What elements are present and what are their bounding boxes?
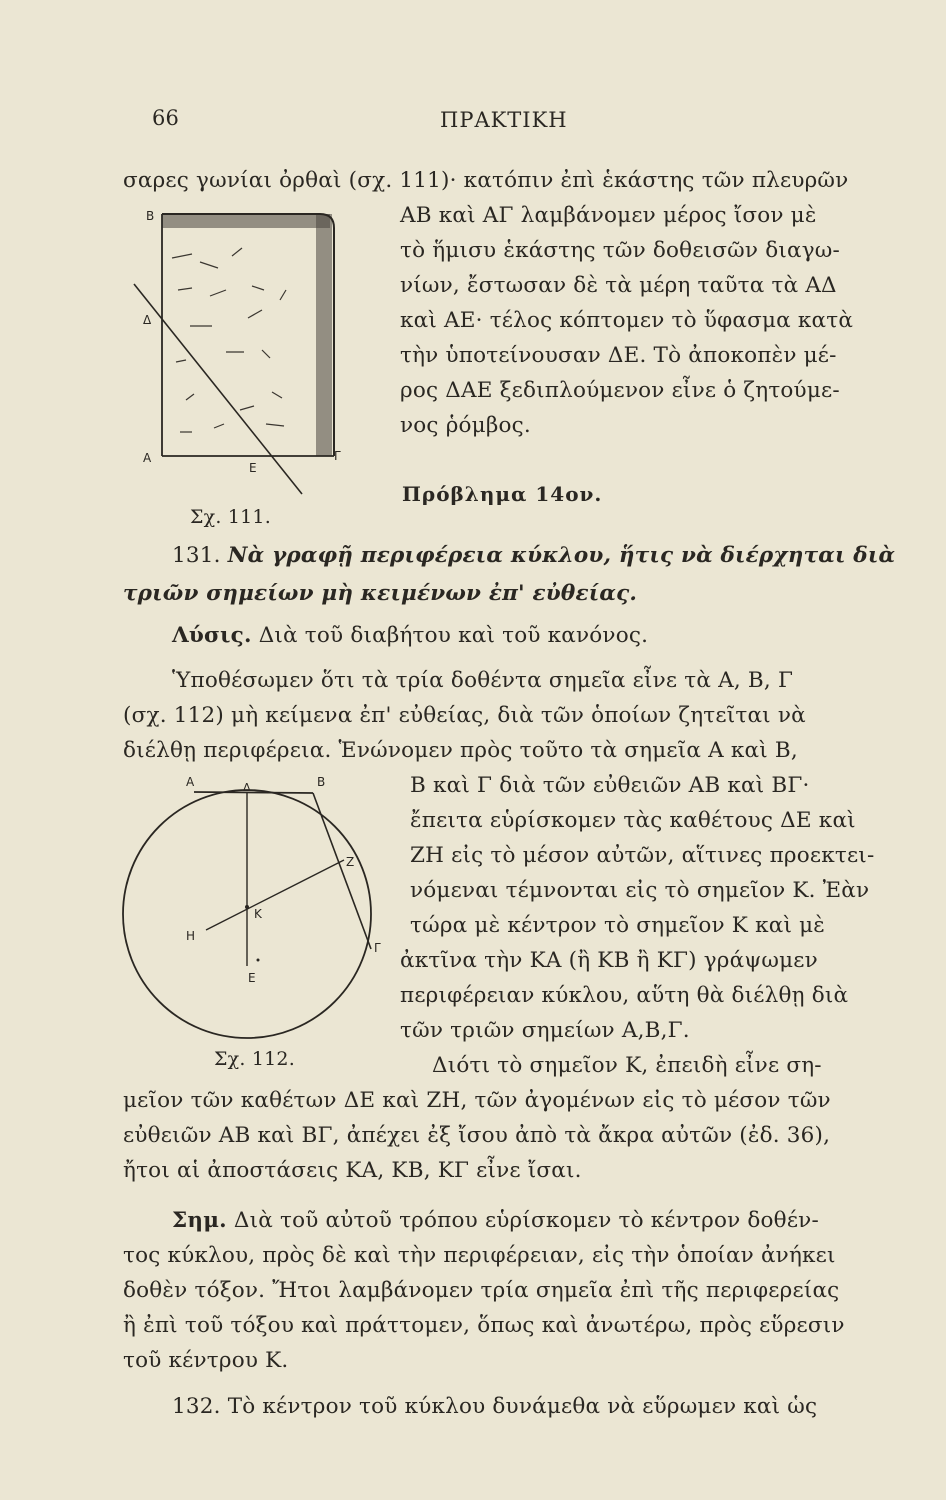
text-line: νος ῥόμβος. [400,413,531,438]
text-line: ΑΒ καὶ ΑΓ λαμβάνομεν μέρος ἴσον μὲ [400,203,817,228]
text-line: ρος ΔΑΕ ξεδιπλούμενον εἶνε ὁ ζητούμε- [400,378,840,403]
solution-label: Λύσις. [172,623,252,648]
text-line: δοθὲν τόξον. Ἤτοι λαμβάνομεν τρία σημεῖα ἐπὶ τῆς περιφερείας [123,1278,840,1303]
label-Gamma: Γ [374,941,381,955]
label-Delta: Δ [243,781,251,794]
label-K: Κ [254,907,262,921]
label-A: Α [186,775,195,789]
running-head: ΠΡΑΚΤΙΚΗ [440,108,568,132]
point-K [245,905,249,909]
text-line: νίων, ἔστωσαν δὲ τὰ μέρη ταῦτα τὰ ΑΔ [400,273,837,298]
label-B: Β [146,209,155,223]
text-line: ἀκτῖνα τὴν ΚΑ (ἢ ΚΒ ἢ ΚΓ) γράψωμεν [400,948,818,973]
note-first-line [172,1210,819,1232]
statement-line: τριῶν σημείων μὴ κειμένων ἐπ' εὐθείας. [123,581,638,606]
label-Z: Ζ [346,855,355,869]
text-line: ΖΗ εἰς τὸ μέσον αὐτῶν, αἵτινες προεκτει- [410,843,875,868]
text-line: ἔπειτα εὑρίσκομεν τὰς καθέτους ΔΕ καὶ [410,808,856,833]
label-H: Η [186,929,196,943]
note-label: Σημ. [172,1208,227,1233]
label-B: Β [317,775,326,789]
chord-AB [194,792,313,793]
label-Gamma: Γ [334,449,341,463]
problem-heading: Πρόβλημα 14ον. [402,482,603,506]
text-line: Β καὶ Γ διὰ τῶν εὐθειῶν ΑΒ καὶ ΒΓ· [410,773,810,798]
text-line: τὴν ὑποτείνουσαν ΔΕ. Τὸ ἀποκοπὲν μέ- [400,343,837,368]
label-Delta: Δ [143,313,152,327]
text-line: διέλθῃ περιφέρεια. Ἑνώνομεν πρὸς τοῦτο τὰ σημεῖα Α καὶ Β, [123,738,798,763]
text-line: ἢ ἐπὶ τοῦ τόξου καὶ πράττομεν, ὅπως καὶ ἀνωτέρω, πρὸς εὕρεσιν [123,1313,845,1338]
text-line: περιφέρειαν κύκλου, αὕτη θὰ διέλθῃ διὰ [400,983,849,1008]
section-132-line: 132. Τὸ κέντρον τοῦ κύκλου δυνάμεθα νὰ εὕρωμεν καὶ ὡς [172,1394,818,1419]
text-line: εὐθειῶν ΑΒ καὶ ΒΓ, ἀπέχει ἐξ ἴσου ἀπὸ τὰ ἄκρα αὐτῶν (ἐδ. 36), [123,1123,831,1148]
text-line: τος κύκλου, πρὸς δὲ καὶ τὴν περιφέρειαν, εἰς τὴν ὁποίαν ἀνήκει [123,1243,836,1268]
text-line: Ὑποθέσωμεν ὅτι τὰ τρία δοθέντα σημεῖα εἶνε τὰ Α, Β, Γ [172,668,794,693]
text-line: Διότι τὸ σημεῖον Κ, ἐπειδὴ εἶνε ση- [432,1053,822,1078]
text-line: (σχ. 112) μὴ κείμενα ἐπ' εὐθείας, διὰ τῶν ὁποίων ζητεῖται νὰ [123,703,806,728]
text-line: ἤτοι αἱ ἀποστάσεις ΚΑ, ΚΒ, ΚΓ εἶνε ἴσαι. [123,1158,582,1183]
perpendicular-ZH [206,860,344,930]
text-line: τὸ ἥμισυ ἑκάστης τῶν δοθεισῶν διαγω- [400,238,840,263]
page-number: 66 [152,106,180,130]
solution-text: Διὰ τοῦ διαβήτου καὶ τοῦ κανόνος. [258,623,649,648]
text-line: σαρες γωνίαι ὀρθαὶ (σχ. 111)· κατόπιν ἐπὶ ἑκάστης τῶν πλευρῶν [123,168,849,193]
text-line: τῶν τριῶν σημείων Α,Β,Γ. [400,1018,690,1043]
text-line: μεῖον τῶν καθέτων ΔΕ καὶ ΖΗ, τῶν ἀγομένων εἰς τὸ μέσον τῶν [123,1088,831,1113]
figure-caption: Σχ. 111. [190,506,271,528]
label-E: Ε [248,971,256,985]
problem-number: 131. [172,543,221,568]
text-line: νόμεναι τέμνονται εἰς τὸ σημεῖον Κ. Ἐὰν [410,878,870,903]
note-text: Διὰ τοῦ αὐτοῦ τρόπου εὑρίσκομεν τὸ κέντρον δοθέν- [233,1208,819,1233]
text-line: καὶ ΑΕ· τέλος κόπτομεν τὸ ὕφασμα κατὰ [400,308,854,333]
label-A: Α [143,451,152,465]
text-line: τοῦ κέντρου Κ. [123,1348,289,1373]
statement-line: Νὰ γραφῇ περιφέρεια κύκλου, ἥτις νὰ διέρχηται διὰ [227,543,896,568]
label-E: Ε [249,461,257,475]
text-line: τώρα μὲ κέντρον τὸ σημεῖον Κ καὶ μὲ [410,913,826,938]
figure-caption: Σχ. 112. [214,1048,295,1070]
